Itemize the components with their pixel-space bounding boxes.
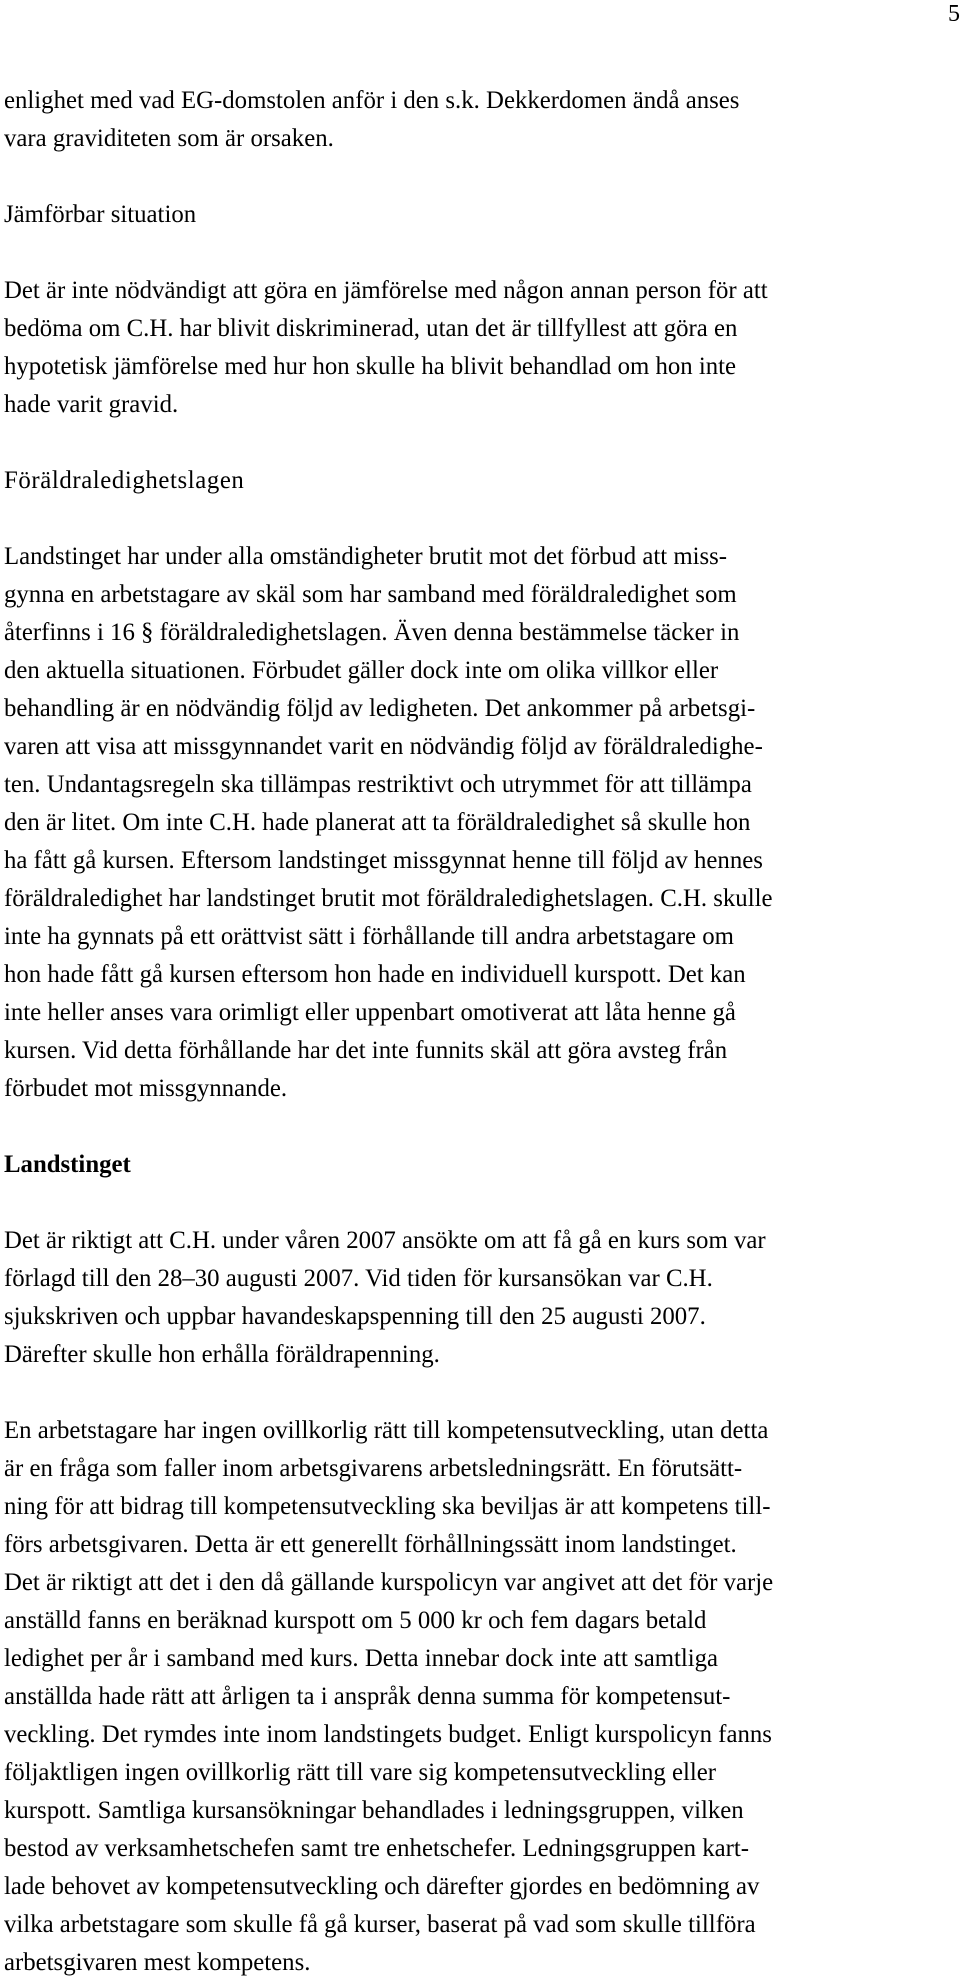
text-line: hade varit gravid. <box>4 391 179 418</box>
spacer <box>4 1374 954 1412</box>
document-body <box>4 82 954 1982</box>
text-line: återfinns i 16 § föräldraledighetslagen. Även denna bestämmelse täcker in <box>4 619 740 646</box>
text-line: kurspott. Samtliga kursansökningar behandlades i ledningsgruppen, vilken <box>4 1797 744 1824</box>
text-line: hypotetisk jämförelse med hur hon skulle ha blivit behandlad om hon inte <box>4 353 737 380</box>
text-line: vara graviditeten som är orsaken. <box>4 125 334 152</box>
text-line: Landstinget har under alla omständigheter brutit mot det förbud att miss- <box>4 543 728 570</box>
text-line: bestod av verksamhetschefen samt tre enhetschefer. Ledningsgruppen kart- <box>4 1835 750 1862</box>
text-line: bedöma om C.H. har blivit diskriminerad, utan det är tillfyllest att göra en <box>4 315 738 342</box>
text-line: är en fråga som faller inom arbetsgivarens arbetsledningsrätt. En förutsätt- <box>4 1455 743 1482</box>
text-line: förs arbetsgivaren. Detta är ett generellt förhållningssätt inom landstinget. <box>4 1531 737 1558</box>
text-line: ledighet per år i samband med kurs. Detta innebar dock inte att samtliga <box>4 1645 719 1672</box>
text-line: förbudet mot missgynnande. <box>4 1075 288 1102</box>
text-line: inte heller anses vara orimligt eller uppenbart omotiverat att låta henne gå <box>4 999 736 1026</box>
heading-parental-leave-act: Föräldraledighetslagen <box>4 467 245 494</box>
text-line: anställd fanns en beräknad kurspott om 5 000 kr och fem dagars betald <box>4 1607 707 1634</box>
text-line: veckling. Det rymdes inte inom landstingets budget. Enligt kurspolicyn fanns <box>4 1721 772 1748</box>
text-line: enlighet med vad EG-domstolen anför i den s.k. Dekkerdomen ändå anses <box>4 87 740 114</box>
spacer <box>4 158 954 196</box>
paragraph-intro <box>4 82 954 158</box>
text-line: föräldraledighet har landstinget brutit mot föräldraledighetslagen. C.H. skulle <box>4 885 773 912</box>
spacer <box>4 234 954 272</box>
text-line: En arbetstagare har ingen ovillkorlig rätt till kompetensutveckling, utan detta <box>4 1417 769 1444</box>
text-line: inte ha gynnats på ett orättvist sätt i förhållande till andra arbetstagare om <box>4 923 734 950</box>
text-line: varen att visa att missgynnandet varit en nödvändig följd av föräldraledighe- <box>4 733 763 760</box>
text-line: sjukskriven och uppbar havandeskapspenning till den 25 augusti 2007. <box>4 1303 706 1330</box>
heading-county-council: Landstinget <box>4 1151 131 1178</box>
spacer <box>4 1184 954 1222</box>
text-line: Det är inte nödvändigt att göra en jämförelse med någon annan person för att <box>4 277 768 304</box>
paragraph-comparable-situation <box>4 272 954 424</box>
text-line: lade behovet av kompetensutveckling och därefter gjordes en bedömning av <box>4 1873 760 1900</box>
text-line: ha fått gå kursen. Eftersom landstinget missgynnat henne till följd av hennes <box>4 847 763 874</box>
spacer <box>4 500 954 538</box>
text-line: kursen. Vid detta förhållande har det inte funnits skäl att göra avsteg från <box>4 1037 728 1064</box>
text-line: förlagd till den 28–30 augusti 2007. Vid tiden för kursansökan var C.H. <box>4 1265 713 1292</box>
text-line: arbetsgivaren mest kompetens. <box>4 1949 311 1976</box>
text-line: den aktuella situationen. Förbudet gäller dock inte om olika villkor eller <box>4 657 719 684</box>
text-line: Det är riktigt att det i den då gällande kurspolicyn var angivet att det för varje <box>4 1569 774 1596</box>
text-line: följaktligen ingen ovillkorlig rätt till vare sig kompetensutveckling eller <box>4 1759 717 1786</box>
text-line: gynna en arbetstagare av skäl som har samband med föräldraledighet som <box>4 581 737 608</box>
paragraph-county-council-1 <box>4 1222 954 1374</box>
text-line: vilka arbetstagare som skulle få gå kurser, baserat på vad som skulle tillföra <box>4 1911 756 1938</box>
text-line: behandling är en nödvändig följd av ledigheten. Det ankommer på arbetsgi- <box>4 695 756 722</box>
text-line: Det är riktigt att C.H. under våren 2007 ansökte om att få gå en kurs som var <box>4 1227 766 1254</box>
text-line: anställda hade rätt att årligen ta i anspråk denna summa för kompetensut- <box>4 1683 731 1710</box>
heading-comparable-situation: Jämförbar situation <box>4 201 197 228</box>
text-line: Därefter skulle hon erhålla föräldrapenning. <box>4 1341 440 1368</box>
spacer <box>4 1108 954 1146</box>
text-line: ten. Undantagsregeln ska tillämpas restriktivt och utrymmet för att tillämpa <box>4 771 752 798</box>
text-line: ning för att bidrag till kompetensutveckling ska beviljas är att kompetens till- <box>4 1493 771 1520</box>
paragraph-parental-leave-act <box>4 538 954 1108</box>
text-line: hon hade fått gå kursen eftersom hon hade en individuell kurspott. Det kan <box>4 961 746 988</box>
page-number: 5 <box>948 1 960 27</box>
paragraph-county-council-2 <box>4 1412 954 1982</box>
text-line: den är litet. Om inte C.H. hade planerat att ta föräldraledighet så skulle hon <box>4 809 751 836</box>
spacer <box>4 424 954 462</box>
